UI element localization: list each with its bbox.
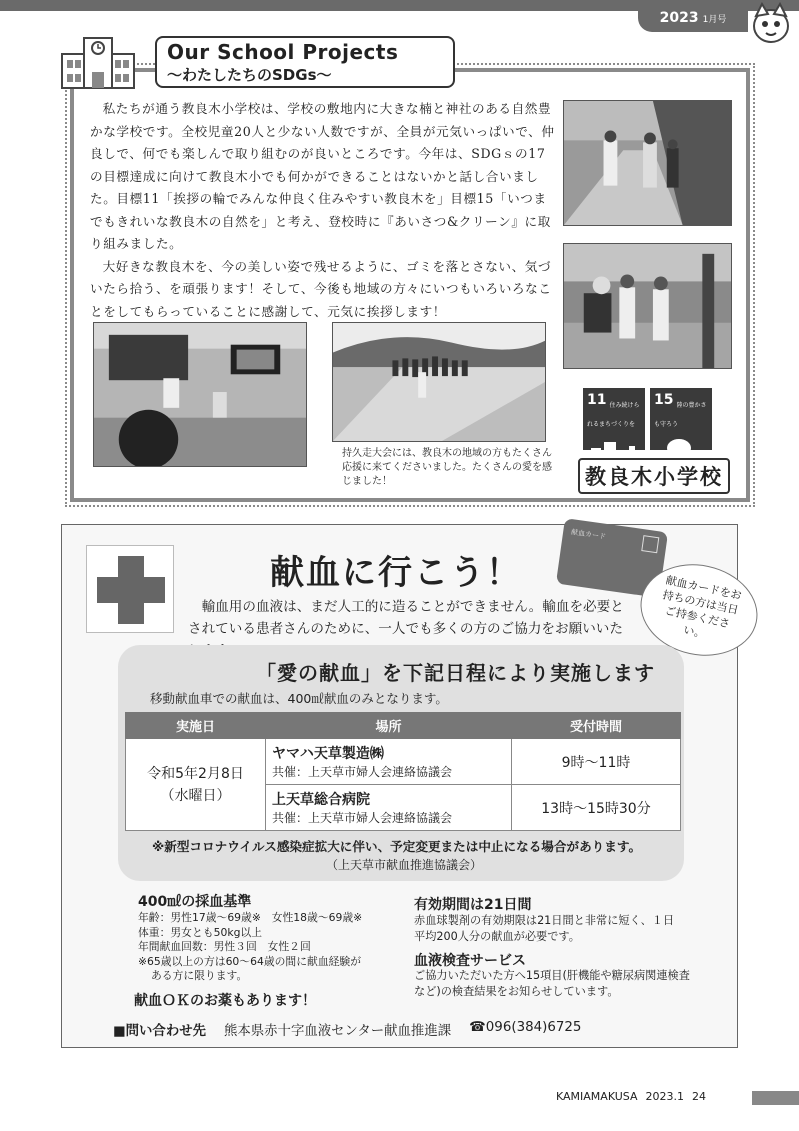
service-title: 血液検査サービス (414, 953, 526, 969)
contact-phone[interactable]: ☎096(384)6725 (469, 1020, 582, 1035)
criteria-title: 400㎖の採血基準 (138, 894, 252, 910)
table-row (126, 739, 681, 785)
school-title-box (155, 36, 455, 88)
sdg-number: 15 (654, 392, 674, 408)
issue-number: 2023.1 (645, 1090, 685, 1103)
publication-name: KAMIAMAKUSA (556, 1090, 638, 1103)
table-header-row (126, 713, 681, 739)
validity-title: 有効期間は21日間 (414, 897, 532, 913)
school-building-icon (60, 32, 136, 90)
council-name: （上天草市献血推進協議会） (326, 858, 483, 872)
photo-greeting (563, 243, 732, 369)
section-title-en: Our School Projects (167, 40, 399, 64)
issue-month: 1月号 (702, 14, 727, 25)
photo-cleanup-walk (563, 100, 732, 226)
photo-marathon (332, 322, 546, 442)
photo-caption: 持久走大会には、教良木の地域の方もたくさん応援に来てくださいました。たくさんの愛を感じました！ (342, 448, 552, 487)
sdg-number: 11 (587, 392, 607, 408)
sdg-goal-11 (583, 388, 645, 450)
criteria-item: 年齢：男性17歳～69歳※ 女性18歳～69歳※ (138, 911, 363, 924)
red-cross-icon (86, 545, 174, 633)
article-paragraph: 大好きな教良木を、今の美しい姿で残せるように、ゴミを落とさない、気づいたら拾う、を頑張ります！そして、今後も地域の方々にいつもいろいろなことをしてもらっていることに感謝して、元気に挨拶します！ (90, 258, 552, 319)
place-cell (266, 785, 512, 831)
criteria-item: ※65歳以上の方は60～64歳の間に献血経験が (138, 954, 362, 968)
blood-donation-title: 献血に行こう！ (270, 553, 522, 593)
sdg-goal-15 (650, 388, 712, 450)
page-number: 24 (692, 1090, 707, 1103)
covid-warning: ※新型コロナウイルス感染症拡大に伴い、予定変更または中止になる場合があります。 (152, 839, 642, 854)
table-header: 受付時間 (512, 713, 681, 739)
table-header: 実施日 (126, 713, 266, 739)
schedule-title: 「愛の献血」を下記日程により実施します (256, 661, 655, 685)
time-cell: 9時～11時 (512, 739, 681, 785)
criteria-item: 年間献血回数：男性３回 女性２回 (138, 940, 311, 953)
mascot-icon (748, 2, 794, 46)
plus-icon (641, 535, 659, 553)
school-name: 教良木小学校 (578, 458, 730, 494)
place-cell (266, 739, 512, 785)
schedule-note: 移動献血車での献血は、400㎖献血のみとなります。 (150, 691, 448, 706)
date-line: 令和5年2月8日 (147, 765, 244, 782)
page-footer (556, 1090, 706, 1103)
criteria-item: ある方に限ります。 (150, 969, 248, 982)
service-text: ご協力いただいた方へ15項目(肝機能や糖尿病関連検査など)の検査結果をお知らせしています。 (414, 969, 690, 998)
card-reminder-text: 献血カードをお持ちの方は当日ご持参ください。 (661, 573, 743, 641)
time-cell: 13時～15時30分 (512, 785, 681, 831)
contact-line (113, 1020, 581, 1039)
criteria-item: 体重：男女とも50kg以上 (138, 925, 263, 939)
issue-tab (638, 4, 748, 32)
sponsor-text: 共催：上天草市婦人会連絡協議会 (272, 765, 453, 779)
criteria-list (138, 911, 362, 984)
contact-label: ■問い合わせ先 (113, 1024, 206, 1039)
contact-department: 熊本県赤十字血液センター献血推進課 (224, 1024, 452, 1039)
weekday-line: （水曜日） (160, 787, 231, 804)
date-cell (126, 739, 266, 831)
table-header: 場所 (266, 713, 512, 739)
sponsor-text: 共催：上天草市婦人会連絡協議会 (272, 811, 453, 825)
issue-year: 2023 (659, 10, 699, 26)
article-paragraph: 私たちが通う教良木小学校は、学校の敷地内に大きな楠と神社のある自然豊かな学校です。全校児童20人と少ない人数ですが、全員が元気いっぱいで、仲良しで、何でも楽しんで取り組むのが良いところです。今年は、SDGｓの17の目標達成に向けて教良木小でも何かができることはないかと話し合いました。目標11「挨拶の輪でみんな仲良く住みやすい教良木を」目標15「いつまでもきれいな教良木の自然を」と考え、登校時に『あいさつ&クリーン』に取り組みました。 (90, 101, 555, 251)
medicine-ok-note: 献血ＯＫのお薬もあります！ (134, 993, 316, 1009)
sdg-label: 陸の豊かさも守ろう (654, 402, 707, 428)
photo-classroom (93, 322, 307, 467)
sdg-label: 住み続けられるまちづくりを (587, 402, 640, 428)
school-article (90, 98, 558, 323)
place-name: ヤマハ天草製造㈱ (272, 746, 384, 762)
validity-text: 赤血球製剤の有効期限は21日間と非常に短く、１日平均200人分の献血が必要です。 (414, 914, 675, 943)
donor-card-label: 献血カード (570, 528, 607, 541)
schedule-table (125, 712, 681, 831)
footer-bar (752, 1091, 799, 1105)
place-name: 上天草総合病院 (272, 792, 370, 808)
section-title-jp: ～わたしたちのSDGs～ (167, 66, 332, 84)
blood-donation-intro: 輸血用の血液は、まだ人工的に造ることができません。輸血を必要とされている患者さんのために、一人でも多くの方のご協力をお願いいた (188, 599, 624, 637)
